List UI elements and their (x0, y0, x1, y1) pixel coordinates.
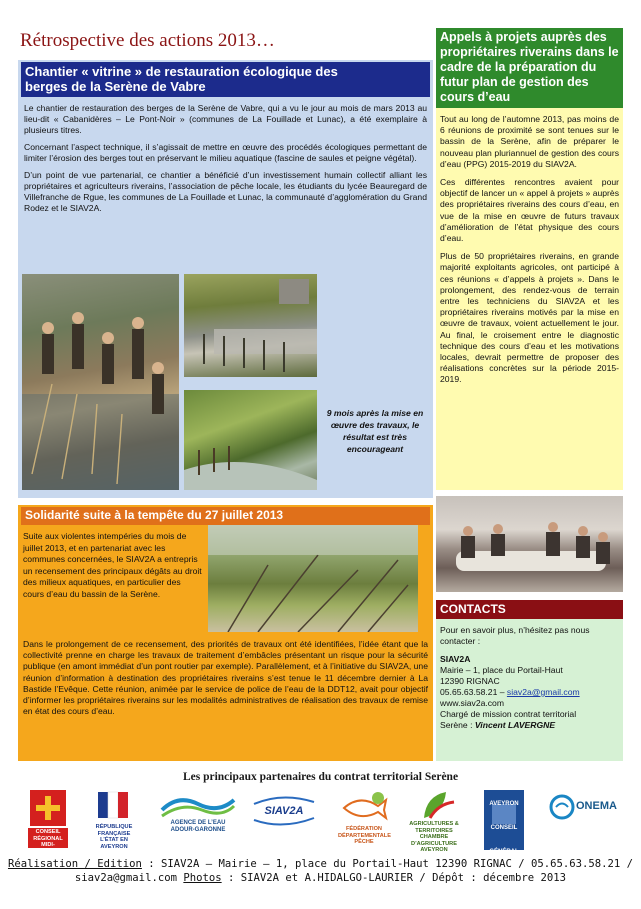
photo-workers-riverbank (22, 274, 179, 490)
logo-onema (548, 790, 628, 850)
logo-peche (338, 790, 390, 850)
chantier-paragraph-1: Le chantier de restauration des berges de la Serène de Vabre, qui a vu le jour au mois de mars 2013 au lieu-dit « Cabanidères – Le Pont-Noir » (communes de La Fouillade et Lunac), a été exemplaire à plusieurs titres. (24, 103, 427, 135)
contacts-section (436, 600, 623, 761)
appels-paragraph-2: Ces différentes rencontres avaient pour objectif de lancer un « appel à projets » auprès des propriétaires riverains des cours d’eau, en vue de la mise en œuvre de futurs travaux d’amélioration de l’état physique des cours d’eau. (440, 177, 619, 244)
contacts-role: Chargé de mission contrat territorial (440, 709, 577, 719)
logo-agence-eau-text: AGENCE DE L’EAU ADOUR-GARONNE (170, 820, 226, 833)
contacts-title: CONTACTS (436, 600, 623, 619)
footer-label-realisation: Réalisation / Edition (7, 858, 142, 870)
solidarite-title: Solidarité suite à la tempête du 27 juillet 2013 (21, 507, 430, 525)
photo-result-illustration (184, 390, 317, 490)
photo-workers-illustration (22, 274, 179, 490)
footer-email[interactable]: siav2a@gmail.com (74, 872, 177, 884)
leaf-icon (404, 790, 464, 820)
logo-conseil-general-text: AVEYRON CONSEIL GÉNÉRAL (489, 801, 519, 855)
logo-conseil-regional-text: CONSEIL RÉGIONAL MIDI-PYRÉNÉES (32, 829, 64, 855)
photo-riverbank-result (184, 390, 317, 490)
logo-agriculture (404, 790, 464, 853)
chantier-section (18, 60, 433, 498)
logo-onema-text: ONEMA (576, 800, 617, 812)
logo-agriculture-text: AGRICULTURES & TERRITOIRES CHAMBRE D’AGRICULTURE AVEYRON (409, 821, 459, 853)
partners-title: Les principaux partenaires du contrat territorial Serène (182, 771, 459, 783)
logo-siav2a (252, 790, 316, 850)
appels-body (436, 108, 623, 386)
page-title: Rétrospective des actions 2013… (20, 30, 275, 51)
solidarite-details: Dans le prolongement de ce recensement, des priorités de travaux ont été identifiées, l’idée étant que la collectivité prenne en charge les travaux de traitement d’embâcles présentant un risque pour la sécurité publique (en amont immédiat d’un pont routier par exemple). Parallèlement, et à l’initiative du SIAV2A, une réunion d’information à destination des propriétaires riverains s’est tenue le 11 décembre dernier à La Bastide l’Evêque. Cette réunion, animée par le service de police de l’eau de la DDT12, avait pour objectif d’informer les propriétaires riverains sur les modalités administratives de réalisation des travaux de remise en état des cours d’eau. (23, 639, 428, 717)
footer-line-2 (0, 871, 641, 885)
photo-riverbank-illustration (184, 274, 317, 377)
logo-prefet-text: RÉPUBLIQUE FRANÇAISE L’ÉTAT EN AVEYRON (95, 824, 133, 850)
logo-prefet (88, 790, 140, 850)
marianne-flag-icon (88, 790, 140, 822)
logo-siav2a-text: SIAV2A (264, 805, 304, 817)
appels-section (436, 28, 623, 490)
appels-title: Appels à projets auprès des propriétaires riverains dans le cadre de la préparation du futur plan de gestion des cours d’eau (436, 28, 623, 108)
solidarite-intro: Suite aux violentes intempéries du mois de juillet 2013, et en partenariat avec les communes concernées, le SIAV2A a entrepris un recensement des principaux dégâts au droit des milieux aquatiques, en particulier des cours d’eau du bassin de la Serène. (23, 531, 202, 599)
contacts-person-name: Vincent LAVERGNE (474, 720, 556, 730)
contacts-intro: Pour en savoir plus, n’hésitez pas nous contacter : (440, 625, 590, 646)
contacts-body (436, 619, 623, 731)
footer-text-1: : SIAV2A – Mairie – 1, place du Portail-Haut 12390 RIGNAC / 05.65.63.58.21 / (148, 858, 634, 870)
logo-conseil-general (482, 790, 526, 855)
contacts-phone: 05.65.63.58.21 – (440, 687, 505, 697)
chantier-paragraph-2: Concernant l’aspect technique, il s’agissait de mettre en œuvre des procédés écologiques permettant de limiter l’érosion des berges tout en préservant le milieu aquatique (fascine de saules et peigne végétal). (24, 142, 427, 163)
chantier-header (21, 62, 430, 97)
chantier-paragraph-3: D’un point de vue partenarial, ce chantier a bénéficié d’un investissement humain collectif alliant les propriétaires et agriculteurs riverains, l’association de pêche locale, les étudiants du lycée Beauregard de Villefranche de Rgue, les communes de La Fouillade et Lunac, la communauté d’agglomération du Grand Rodez et le SIAV2A. (24, 170, 427, 213)
footer-label-photos: Photos (183, 872, 222, 884)
photo-meeting (436, 496, 623, 592)
partner-logos (20, 790, 630, 855)
contacts-address-1: Mairie – 1, place du Portail-Haut (440, 665, 563, 675)
appels-paragraph-1: Tout au long de l’automne 2013, pas moins de 6 réunions de proximité se sont tenues sur le bassin de la Serène, afin de préparer le nouveau plan pluriannuel de gestion des cours d’eau (PPG) 2015-2019 du SIAV2A. (440, 114, 619, 169)
contacts-address-2: 12390 RIGNAC (440, 676, 500, 686)
wave-icon (158, 790, 238, 820)
footer (0, 857, 641, 885)
photo-storm-illustration (208, 525, 418, 632)
contacts-organization: SIAV2A (440, 654, 471, 664)
contacts-person-prefix: Serène : (440, 720, 473, 730)
photo-meeting-illustration (436, 496, 623, 592)
footer-line-1 (0, 857, 641, 871)
logo-conseil-regional (26, 790, 70, 855)
chantier-title-line1: Chantier « vitrine » de restauration écologique des (25, 64, 338, 79)
contacts-person-line (440, 720, 619, 731)
photo-caption: 9 mois après la mise en œuvre des travaux, le résultat est très encourageant (326, 408, 424, 454)
solidarite-section (18, 505, 433, 761)
fish-icon (338, 790, 390, 824)
chantier-title-line2: berges de la Serène de Vabre (25, 79, 206, 94)
footer-text-2: : SIAV2A et A.HIDALGO-LAURIER / Dépôt : décembre 2013 (228, 872, 567, 884)
photo-riverbank-works (184, 274, 317, 377)
contacts-email-link[interactable]: siav2a@gmail.com (506, 687, 580, 697)
contacts-phone-email (440, 687, 619, 698)
chantier-body (18, 97, 433, 214)
logo-peche-text: FÉDÉRATION DÉPARTEMENTALE PÊCHE (338, 826, 391, 845)
logo-agence-eau (158, 790, 238, 850)
photo-storm-damage (208, 525, 418, 632)
appels-paragraph-3: Plus de 50 propriétaires riverains, en grande majorité exploitants agricoles, ont participé à ces réunions « d’appels à projets ». Dans le prolongement, des rendez-vous de terrain entre les techniciens du SIAV2A et les propriétaires riverains motivés par la mise en œuvre de travaux, voient actuellement le jour. Au final, le croisement entre le diagnostic technique des cours d’eau et les motivations locales, devrait permettre de proposer des réalisations concrètes sur la période 2015-2019. (440, 251, 619, 385)
contacts-website[interactable]: www.siav2a.com (440, 698, 504, 708)
